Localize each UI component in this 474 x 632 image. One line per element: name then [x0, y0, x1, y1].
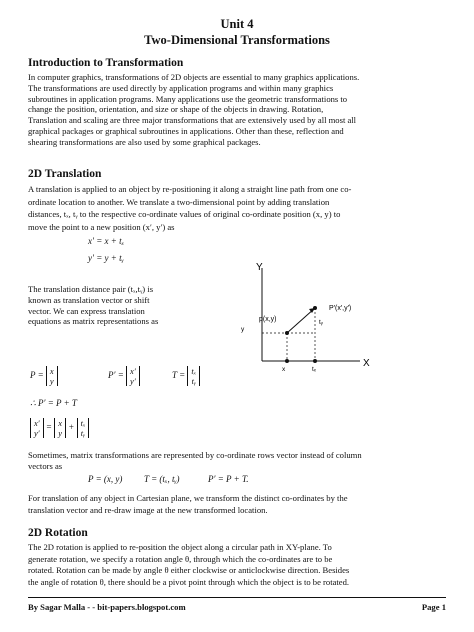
- matrix-cell: tᵧ: [80, 428, 86, 438]
- p-prime-label: P′(x′,y′): [329, 305, 352, 312]
- rotation-paragraph: [28, 542, 448, 588]
- rotation-line: the angle of rotation θ, there should be a pivot point through which the object is to be rotated.: [28, 576, 350, 587]
- matrix-cell: y′: [34, 428, 40, 438]
- matrix-cell: y: [58, 428, 62, 438]
- row-line: vectors as: [28, 460, 63, 471]
- rotation-line: The 2D rotation is applied to re-position the object along a circular path in XY-plane. To: [28, 542, 332, 552]
- matrix-p: [30, 366, 58, 386]
- matrix-cell: y′: [130, 376, 136, 386]
- translation-paragraph: [28, 183, 448, 233]
- side-line: known as translation vector or shift: [28, 294, 150, 305]
- sum-right: [77, 418, 90, 438]
- matrix-t-label: T =: [172, 370, 186, 381]
- row-vector-text: [28, 450, 448, 472]
- footer-rule: [28, 597, 446, 598]
- intro-paragraph: [28, 72, 448, 148]
- point-p-prime: [313, 306, 317, 310]
- intro-line: The transformations are used directly by application programs and within many graphics: [28, 82, 334, 93]
- rotation-heading: 2D Rotation: [28, 527, 88, 539]
- matrix-cell: tᵧ: [191, 376, 196, 386]
- matrix-p-prime: [108, 366, 140, 386]
- matrix-p-label: P =: [30, 370, 44, 381]
- equation-x: x′ = x + tₓ: [88, 236, 125, 246]
- matrix-cell: x′: [34, 418, 40, 428]
- page-title: Two-Dimensional Transformations: [144, 33, 330, 47]
- unit-label: Unit 4: [220, 17, 254, 31]
- matrix-t-values: [187, 366, 200, 386]
- tx-label: tₓ: [312, 366, 316, 373]
- sum-equation: x′ y′ = x y + tₓ tᵧ: [30, 418, 89, 438]
- translation-diagram: [232, 256, 392, 376]
- x-axis-label: X: [363, 358, 370, 369]
- side-line: vector. We can express translation: [28, 305, 145, 316]
- row-eq-t: T = (tₓ, tᵧ): [144, 474, 180, 484]
- side-line: The translation distance pair (tₓ,tᵧ) is: [28, 284, 154, 294]
- therefore-equation: ∴ P′ = P + T: [30, 398, 77, 408]
- intro-line: shearing transformations are also used by some graphical packages.: [28, 136, 261, 147]
- footer-page: Page 1: [421, 602, 446, 612]
- translation-heading: 2D Translation: [28, 168, 102, 180]
- y-label: y: [241, 326, 245, 333]
- row-eq-pp: P′ = P + T.: [208, 474, 249, 484]
- x-label: x: [282, 366, 286, 373]
- matrix-pp-values: [126, 366, 140, 386]
- translation-line: A translation is applied to an object by re-positioning it along a straight line path from one co-: [28, 184, 352, 194]
- translation-vector: [287, 308, 315, 333]
- matrix-p-values: [46, 366, 58, 386]
- matrix-cell: y: [49, 376, 54, 386]
- matrix-cell: x′: [130, 366, 136, 376]
- row-line: Sometimes, matrix transformations are represented by co-ordinate rows vector instead of column: [28, 450, 362, 460]
- matrix-t: [172, 366, 200, 386]
- y-axis-label: Y: [256, 262, 263, 273]
- row-eq-p: P = (x, y): [88, 474, 123, 484]
- rotation-line: rotated. Rotation can be made by angle θ either clockwise or anticlockwise direction. Besides: [28, 565, 350, 576]
- equation-y: y′ = y + tᵧ: [88, 253, 124, 263]
- matrix-cell: tₓ: [191, 366, 197, 376]
- matrix-cell: tₓ: [80, 418, 86, 428]
- matrix-cell: x: [58, 418, 62, 428]
- intro-line: graphical packages or graphical subroutines in applications. Other than these, reflection and: [28, 125, 344, 136]
- matrix-pp-label: P′ =: [108, 370, 124, 381]
- footer-author: By Sagar Malla - - bit-papers.blogspot.com: [28, 602, 186, 612]
- translation-line: distances, tₓ, tᵧ to the respective co-ordinate values of original co-ordinate position (x, y) to: [28, 209, 341, 220]
- intro-line: In computer graphics, transformations of 2D objects are essential to many graphics applications.: [28, 72, 360, 82]
- closing-line: For translation of any object in Cartesian plane, we transform the distinct co-ordinates by the: [28, 493, 348, 503]
- p-label: p(x,y): [259, 316, 277, 323]
- intro-line: subroutines in application programs. Many applications use the geometric transformations to: [28, 93, 348, 104]
- rotation-line: generate rotation, we specify a rotation angle θ, through which the co-ordinates are to be: [28, 553, 333, 564]
- ty-label: tᵧ: [319, 319, 323, 326]
- intro-heading: Introduction to Transformation: [28, 57, 184, 69]
- point-p: [285, 331, 289, 335]
- translation-line: move the point to a new position (x′, y′) as: [28, 221, 175, 232]
- translation-side-text: [28, 284, 218, 327]
- sum-mid: [54, 418, 66, 438]
- intro-line: Translation and scaling are three major transformations that are extensively used by all most all: [28, 115, 357, 126]
- closing-line: translation vector and re-draw image at the new transformed location.: [28, 504, 268, 515]
- matrix-cell: x: [49, 366, 54, 376]
- sum-left: [30, 418, 44, 438]
- side-line: equations as matrix representations as: [28, 316, 159, 327]
- translation-line: ordinate location to another. We translate a two-dimensional point by adding translation: [28, 196, 330, 207]
- closing-text: [28, 493, 448, 516]
- intro-line: change the position, orientation, and size or shape of the objects in drawing. Rotation,: [28, 104, 324, 115]
